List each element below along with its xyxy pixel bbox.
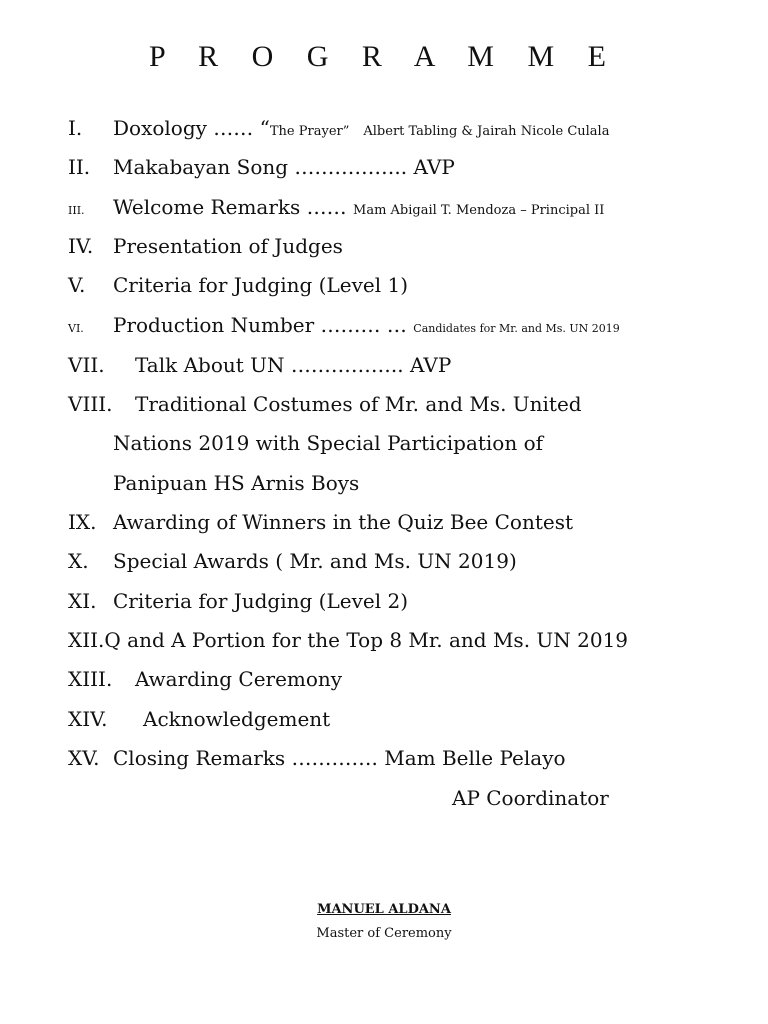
item-number: VII. bbox=[68, 353, 105, 377]
item-number: XIII. bbox=[68, 667, 113, 691]
item-label: Panipuan HS Arnis Boys bbox=[113, 471, 360, 495]
item-number: VIII. bbox=[68, 392, 113, 416]
programme-item-2 bbox=[68, 155, 455, 179]
item-detail: Albert Tabling & Jairah Nicole Culala bbox=[363, 124, 610, 139]
item-label: Makabayan Song bbox=[113, 155, 289, 179]
programme-item-9 bbox=[68, 510, 573, 534]
programme-item-11 bbox=[68, 589, 408, 613]
item-number: X. bbox=[68, 549, 89, 573]
item-number: V. bbox=[68, 273, 86, 297]
item-label: Presentation of Judges bbox=[113, 234, 343, 258]
item-number: II. bbox=[68, 155, 91, 179]
item-number: XIV. bbox=[68, 707, 108, 731]
item-label: Doxology bbox=[113, 116, 207, 140]
item-label: Traditional Costumes of Mr. and Ms. United bbox=[135, 392, 582, 416]
item-leader: …… bbox=[300, 195, 354, 219]
item-detail: Candidates for Mr. and Ms. UN 2019 bbox=[413, 322, 620, 335]
item-number: XI. bbox=[68, 589, 97, 613]
item-label: Awarding of Winners in the Quiz Bee Contest bbox=[113, 510, 574, 534]
item-detail: Mam Abigail T. Mendoza – Principal II bbox=[353, 203, 605, 218]
programme-item-8 bbox=[68, 392, 582, 416]
item-label: Talk About UN bbox=[135, 353, 285, 377]
item-leader: …………….. bbox=[284, 353, 410, 377]
item-detail: Mam Belle Pelayo bbox=[384, 746, 566, 770]
master-of-ceremony-role: Master of Ceremony bbox=[316, 926, 452, 941]
item-label: Q and A Portion for the Top 8 Mr. and Ms. UN 2019 bbox=[104, 628, 629, 652]
programme-item-3 bbox=[68, 195, 604, 223]
item-leader: …… “ bbox=[206, 116, 270, 140]
programme-item-14 bbox=[68, 707, 330, 731]
programme-item-15 bbox=[68, 746, 566, 770]
page-title: P R O G R A M M E bbox=[149, 40, 619, 73]
programme-item-8-continued bbox=[113, 431, 543, 455]
item-label: Production Number bbox=[113, 313, 315, 337]
item-number: IV. bbox=[68, 234, 94, 258]
programme-item-12 bbox=[68, 628, 628, 652]
item-detail: AVP bbox=[413, 155, 455, 179]
item-label: Criteria for Judging (Level 1) bbox=[113, 273, 409, 297]
item-number: XV. bbox=[68, 746, 100, 770]
item-number: XII. bbox=[68, 628, 105, 652]
item-label: Awarding Ceremony bbox=[135, 667, 343, 691]
item-song-title: The Prayer bbox=[269, 124, 343, 139]
item-detail: AP Coordinator bbox=[452, 786, 609, 810]
programme-item-15-continued bbox=[452, 786, 609, 810]
item-label: Closing Remarks bbox=[113, 746, 286, 770]
programme-item-8-continued bbox=[113, 471, 359, 495]
item-leader: …………. bbox=[285, 746, 385, 770]
programme-item-1 bbox=[68, 116, 609, 144]
item-number: I. bbox=[68, 116, 83, 140]
item-quote-end: ” bbox=[342, 124, 350, 139]
programme-item-5 bbox=[68, 273, 408, 297]
item-label: Special Awards ( Mr. and Ms. UN 2019) bbox=[113, 549, 517, 573]
item-number: IX. bbox=[68, 510, 97, 534]
programme-item-10 bbox=[68, 549, 517, 573]
programme-item-7 bbox=[68, 353, 451, 377]
item-detail: AVP bbox=[409, 353, 452, 377]
item-label: Nations 2019 with Special Participation of bbox=[113, 431, 544, 455]
programme-item-13 bbox=[68, 667, 342, 691]
item-label: Criteria for Judging (Level 2) bbox=[113, 589, 409, 613]
programme-item-4 bbox=[68, 234, 343, 258]
item-leader: ……… … bbox=[314, 313, 414, 337]
item-label: Acknowledgement bbox=[143, 707, 331, 731]
master-of-ceremony-name: MANUEL ALDANA bbox=[317, 902, 451, 917]
item-label: Welcome Remarks bbox=[113, 195, 301, 219]
item-leader: …………….. bbox=[288, 155, 414, 179]
item-number: III. bbox=[68, 204, 85, 217]
programme-item-6 bbox=[68, 313, 620, 341]
item-number: VI. bbox=[68, 322, 84, 335]
